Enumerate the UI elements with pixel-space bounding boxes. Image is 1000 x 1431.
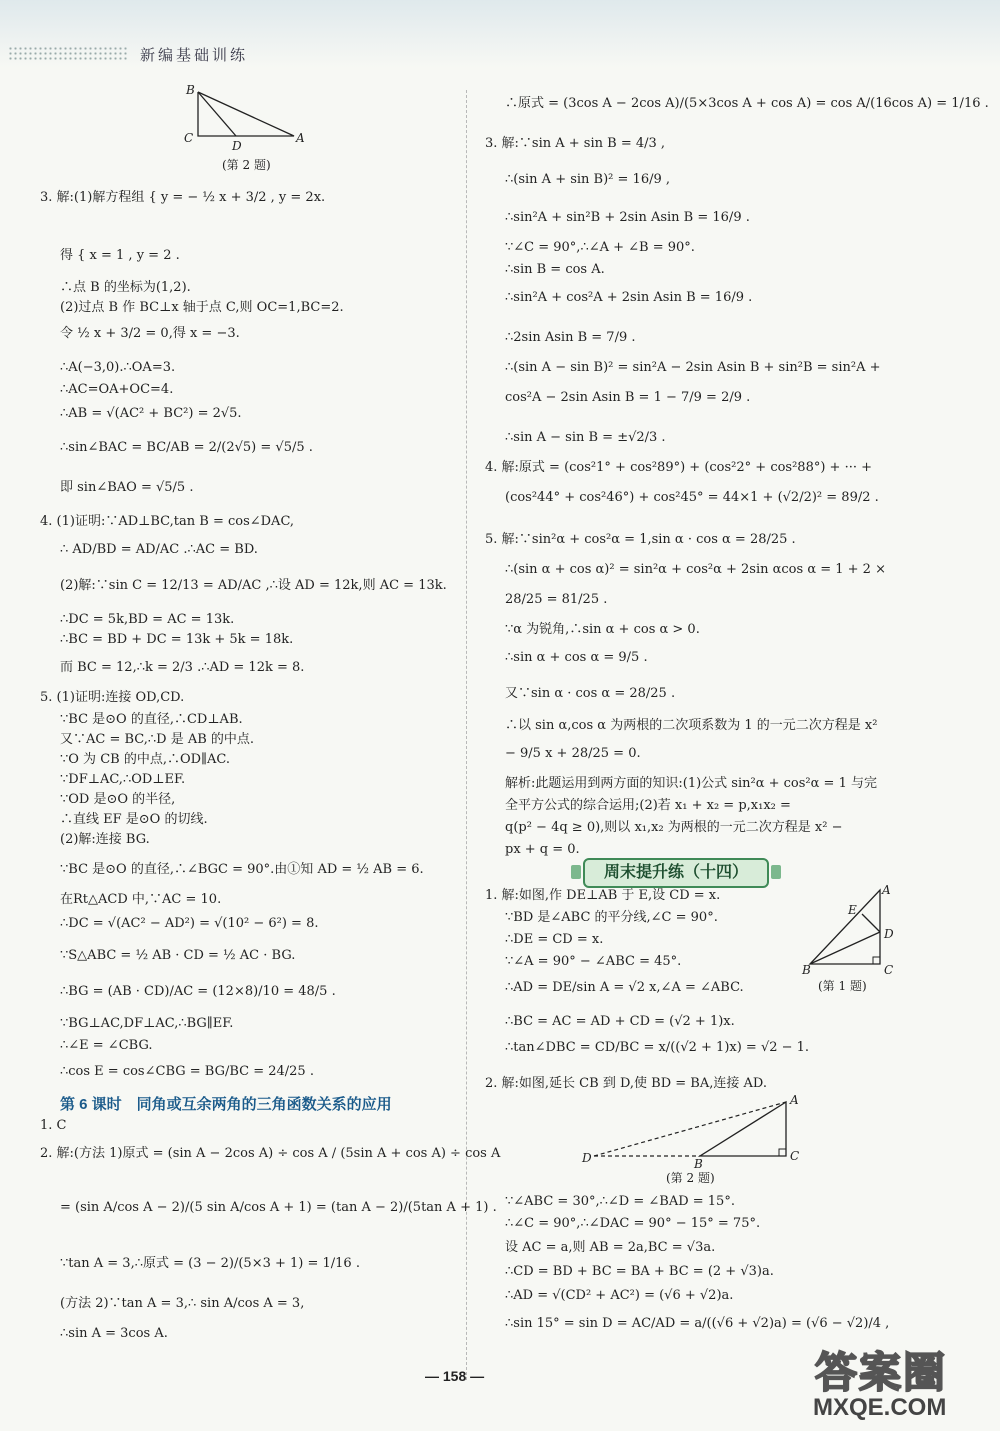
right-text-line: ∴sin A − sin B = ±√2/3 . xyxy=(505,430,666,445)
right-text-line: ∴tan∠DBC = CD/BC = x/((√2 + 1)x) = √2 − 1. xyxy=(505,1040,810,1055)
right-text-line: ∴sin²A + cos²A + 2sin Asin B = 16/9 . xyxy=(505,290,753,305)
left-text-line: 而 BC = 12,∴k = 2/3 .∴AD = 12k = 8. xyxy=(60,660,305,675)
right-text-line: ∴BC = AC = AD + CD = (√2 + 1)x. xyxy=(505,1014,735,1029)
right-text-line: ∴(sin A + sin B)² = 16/9 , xyxy=(505,172,671,187)
right-text-line: ∴sin B = cos A. xyxy=(505,262,605,277)
right-text-line: 4. 解:原式 = (cos²1° + cos²89°) + (cos²2° + cos²88°) + ··· + xyxy=(485,460,872,475)
right-text-line: ∴(sin A − sin B)² = sin²A − 2sin Asin B + sin²B = sin²A + xyxy=(505,360,881,375)
left-text-line: ∴AB = √(AC² + BC²) = 2√5. xyxy=(60,406,242,421)
left-text-line: ∴AC=OA+OC=4. xyxy=(60,382,174,397)
right-text-line: ∵∠A = 90° − ∠ABC = 45°. xyxy=(505,954,682,969)
book-title: 新编基础训练 xyxy=(140,46,249,64)
left-text-line: ∵BC 是⊙O 的直径,∴∠BGC = 90°.由①知 AD = ½ AB = 6. xyxy=(60,862,424,877)
lesson-title: 第 6 课时 同角或互余两角的三角函数关系的应用 xyxy=(60,1096,392,1113)
figure-label-D: D xyxy=(232,139,242,153)
right-text-line: ∴原式 = (3cos A − 2cos A)/(5×3cos A + cos A) = cos A/(16cos A) = 1/16 . xyxy=(505,96,989,111)
left-text-line: ∵BC 是⊙O 的直径,∴CD⊥AB. xyxy=(60,712,243,727)
figure-caption: (第 2 题) xyxy=(222,158,271,172)
right-text-line: ∴sin²A + sin²B + 2sin Asin B = 16/9 . xyxy=(505,210,750,225)
left-text-line: ∴BC = BD + DC = 13k + 5k = 18k. xyxy=(60,632,294,647)
left-text-line: ∵S△ABC = ½ AB · CD = ½ AC · BG. xyxy=(60,948,296,963)
watermark-logo xyxy=(805,1340,995,1425)
left-text-line: (2)过点 B 作 BC⊥x 轴于点 C,则 OC=1,BC=2. xyxy=(60,300,344,315)
left-text-line: = (sin A/cos A − 2)/(5 sin A/cos A + 1) = (tan A − 2)/(5tan A + 1) . xyxy=(60,1200,497,1215)
right-text-line: (cos²44° + cos²46°) + cos²45° = 44×1 + (√2/2)² = 89/2 . xyxy=(505,490,879,505)
left-text-line: ∵OD 是⊙O 的半径, xyxy=(60,792,176,807)
weekend-practice-banner: 周末提升练（十四） xyxy=(583,858,769,888)
figure-label-B: B xyxy=(694,1157,703,1170)
figure-caption: (第 1 题) xyxy=(818,979,867,993)
column-divider xyxy=(466,90,467,1380)
left-text-line: ∵tan A = 3,∴原式 = (3 − 2)/(5×3 + 1) = 1/16 . xyxy=(60,1256,360,1271)
left-text-line: ∴cos E = cos∠CBG = BG/BC = 24/25 . xyxy=(60,1064,314,1079)
left-text-line: 令 ½ x + 3/2 = 0,得 x = −3. xyxy=(60,326,240,341)
left-text-line: ∴DC = √(AC² − AD²) = √(10² − 6²) = 8. xyxy=(60,916,319,931)
figure-label-A: A xyxy=(790,1093,799,1107)
left-text-line: 得 { x = 1 , y = 2 . xyxy=(60,248,180,263)
right-text-line: − 9/5 x + 28/25 = 0. xyxy=(505,746,641,761)
right-text-line: ∵BD 是∠ABC 的平分线,∠C = 90°. xyxy=(505,910,718,925)
left-text-line: 5. (1)证明:连接 OD,CD. xyxy=(40,690,185,705)
watermark-text: 答案圈 xyxy=(815,1349,948,1396)
left-text-line: ∴A(−3,0).∴OA=3. xyxy=(60,360,176,375)
left-text-line: ∴点 B 的坐标为(1,2). xyxy=(60,280,191,295)
left-text-line: (2)解:∵sin C = 12/13 = AD/AC ,∴设 AD = 12k,则 AC = 13k. xyxy=(60,578,447,593)
right-text-line: 1. 解:如图,作 DE⊥AB 于 E,设 CD = x. xyxy=(485,888,721,903)
figure-right-triangle-2 xyxy=(580,1090,810,1170)
right-text-line: ∴sin 15° = sin D = AC/AD = a/((√6 + √2)a) = (√6 − √2)/4 , xyxy=(505,1316,890,1331)
right-text-line: ∴(sin α + cos α)² = sin²α + cos²α + 2sin αcos α = 1 + 2 × xyxy=(505,562,886,577)
left-text-line: 2. 解:(方法 1)原式 = (sin A − 2cos A) ÷ cos A / (5sin A + cos A) ÷ cos A xyxy=(40,1146,501,1161)
figure-label-B: B xyxy=(186,83,195,97)
right-text-line: ∴以 sin α,cos α 为两根的二次项系数为 1 的一元二次方程是 x² xyxy=(505,718,878,733)
left-text-line: 即 sin∠BAO = √5/5 . xyxy=(60,480,194,495)
right-text-line: ∴AD = DE/sin A = √2 x,∠A = ∠ABC. xyxy=(505,980,744,995)
figure-label-D: D xyxy=(582,1151,592,1165)
right-text-line: cos²A − 2sin Asin B = 1 − 7/9 = 2/9 . xyxy=(505,390,751,405)
right-text-line: ∴sin α + cos α = 9/5 . xyxy=(505,650,648,665)
right-text-line: ∴DE = CD = x. xyxy=(505,932,604,947)
left-text-line: ∴BG = (AB · CD)/AC = (12×8)/10 = 48/5 . xyxy=(60,984,336,999)
figure-label-D: D xyxy=(884,927,894,941)
right-text-line: 2. 解:如图,延长 CB 到 D,使 BD = BA,连接 AD. xyxy=(485,1076,767,1091)
right-text-line: ∵∠C = 90°,∴∠A + ∠B = 90°. xyxy=(505,240,695,255)
left-text-line: (方法 2)∵tan A = 3,∴ sin A/cos A = 3, xyxy=(60,1296,305,1311)
left-text-line: ∵DF⊥AC,∴OD⊥EF. xyxy=(60,772,186,787)
right-text-line: ∵∠ABC = 30°,∴∠D = ∠BAD = 15°. xyxy=(505,1194,735,1209)
figure-label-E: E xyxy=(848,903,857,917)
right-text-line: 3. 解:∵sin A + sin B = 4/3 , xyxy=(485,136,666,151)
right-text-line: 解析:此题运用到两方面的知识:(1)公式 sin²α + cos²α = 1 与完 xyxy=(505,776,877,791)
left-text-line: ∴DC = 5k,BD = AC = 13k. xyxy=(60,612,235,627)
left-text-line: 3. 解:(1)解方程组 { y = − ½ x + 3/2 , y = 2x. xyxy=(40,190,326,205)
figure-caption: (第 2 题) xyxy=(666,1171,715,1185)
left-text-line: 4. (1)证明:∵AD⊥BC,tan B = cos∠DAC, xyxy=(40,514,295,529)
figure-label-A: A xyxy=(882,883,891,897)
figure-label-B: B xyxy=(802,963,811,977)
right-text-line: 又∵sin α · cos α = 28/25 . xyxy=(505,686,676,701)
page-number: — 158 — xyxy=(425,1368,485,1384)
left-text-line: ∴sin A = 3cos A. xyxy=(60,1326,168,1341)
page-header xyxy=(0,0,1000,68)
left-text-line: ∴sin∠BAC = BC/AB = 2/(2√5) = √5/5 . xyxy=(60,440,313,455)
figure-label-C: C xyxy=(790,1149,800,1163)
left-text-line: ∵O 为 CB 的中点,∴OD∥AC. xyxy=(60,752,231,767)
left-text-line: ∵BG⊥AC,DF⊥AC,∴BG∥EF. xyxy=(60,1016,234,1031)
figure-label-C: C xyxy=(884,963,894,977)
left-text-line: 在Rt△ACD 中,∵AC = 10. xyxy=(60,892,222,907)
right-text-line: 28/25 = 81/25 . xyxy=(505,592,608,607)
left-text-line: 1. C xyxy=(40,1118,67,1133)
figure-right-triangle-1 xyxy=(800,880,900,980)
figure-label-C: C xyxy=(184,131,194,145)
left-text-line: 又∵AC = BC,∴D 是 AB 的中点. xyxy=(60,732,255,747)
right-text-line: q(p² − 4q ≥ 0),则以 x₁,x₂ 为两根的一元二次方程是 x² − xyxy=(505,820,843,835)
watermark-url: MXQE.COM xyxy=(813,1394,947,1421)
right-text-line: ∴∠C = 90°,∴∠DAC = 90° − 15° = 75°. xyxy=(505,1216,761,1231)
left-text-line: ∴直线 EF 是⊙O 的切线. xyxy=(60,812,208,827)
left-text-line: (2)解:连接 BG. xyxy=(60,832,150,847)
left-text-line: ∴ AD/BD = AD/AC .∴AC = BD. xyxy=(60,542,258,557)
right-text-line: 全平方公式的综合运用;(2)若 x₁ + x₂ = p,x₁x₂ = xyxy=(505,798,791,813)
figure-label-A: A xyxy=(296,131,305,145)
right-text-line: px + q = 0. xyxy=(505,842,580,857)
right-text-line: ∴AD = √(CD² + AC²) = (√6 + √2)a. xyxy=(505,1288,734,1303)
right-text-line: ∴CD = BD + BC = BA + BC = (2 + √3)a. xyxy=(505,1264,774,1279)
right-text-line: ∴2sin Asin B = 7/9 . xyxy=(505,330,636,345)
right-text-line: 设 AC = a,则 AB = 2a,BC = √3a. xyxy=(505,1240,716,1255)
header-decoration xyxy=(8,46,128,60)
right-text-line: 5. 解:∵sin²α + cos²α = 1,sin α · cos α = 28/25 . xyxy=(485,532,796,547)
left-text-line: ∴∠E = ∠CBG. xyxy=(60,1038,153,1053)
right-text-line: ∵α 为锐角,∴sin α + cos α > 0. xyxy=(505,622,700,637)
